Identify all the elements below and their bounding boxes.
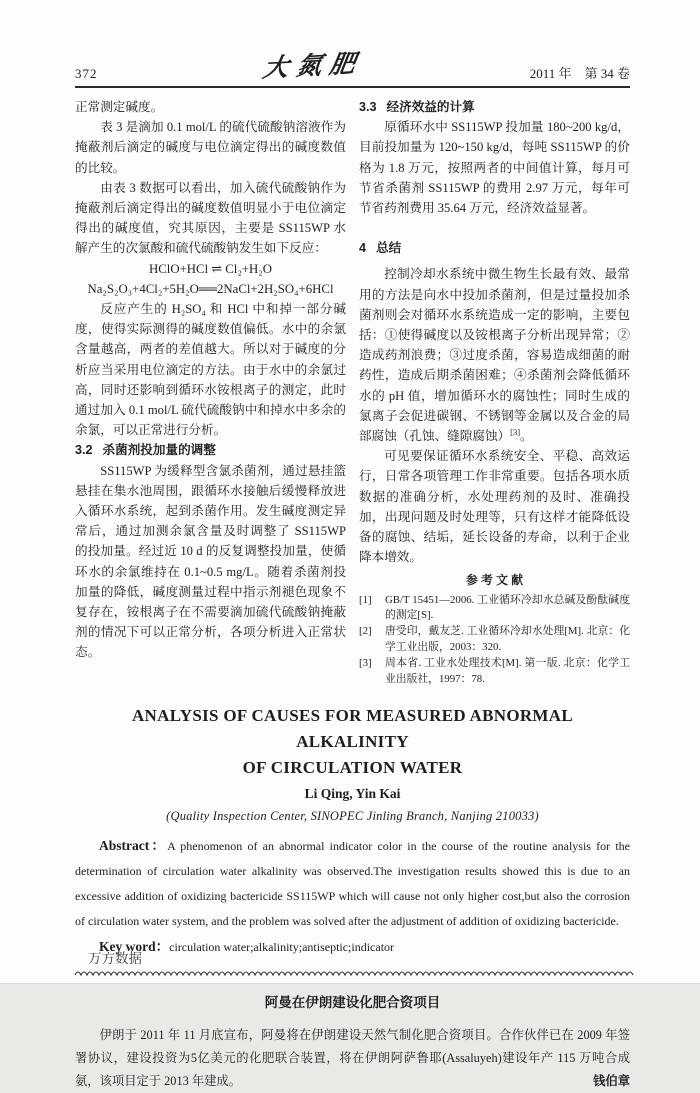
english-title-line1: ANALYSIS OF CAUSES FOR MEASURED ABNORMAL ALKALINITY bbox=[131, 706, 573, 752]
right-column bbox=[359, 97, 630, 687]
wavy-divider bbox=[75, 968, 630, 977]
references-heading: 参 考 文 献 bbox=[465, 573, 524, 588]
article-body bbox=[75, 97, 630, 687]
keyword-label: Key word： bbox=[99, 939, 170, 955]
body-paragraph: 正常测定碱度。 bbox=[75, 100, 164, 114]
reference-list bbox=[359, 593, 630, 688]
reference-item bbox=[359, 624, 630, 656]
page-header bbox=[75, 48, 630, 83]
body-paragraph: 反应产生的 H₂SO₄ 和 HCl 中和掉一部分碱度，使得实际测得的碱度数值偏低。水中的余氯含量越高，两者的差值越大。所以对于碱度的分析应当采用电位滴定的方法。由于水中的余氯过高，同时还影响到循环水铵根离子的测定，此时通过加入 0.1 mol/L 硫代硫酸钠中和掉水中多余的余氯，可以正常进行分析。 bbox=[75, 302, 346, 438]
english-affiliation: (Quality Inspection Center, SINOPEC Jinling Branch, Nanjing 210033) bbox=[166, 809, 539, 824]
news-heading: 阿曼在伊朗建设化肥合资项目 bbox=[264, 995, 441, 1011]
keyword-text: circulation water;alkalinity;antiseptic;indicator bbox=[169, 940, 395, 955]
citation-superscript: [3] bbox=[510, 426, 521, 437]
reference-label: [1] bbox=[359, 593, 372, 606]
reference-label: [2] bbox=[359, 625, 372, 638]
abstract-label: Abstract： bbox=[99, 838, 168, 854]
body-paragraph: 由表 3 数据可以看出，加入硫代硫酸钠作为掩蔽剂后滴定得出的碱度数值明显小于电位滴定得出的碱度值，究其原因，主要是 SS115WP 水解产生的次氯酸和硫代硫酸钠发生如下反应： bbox=[75, 180, 346, 256]
chemical-equation: Na₂S₂O₃+4Cl₂+5H₂O══2NaCl+2H₂SO₄+6HCl bbox=[87, 281, 334, 296]
abstract-text: A phenomenon of an abnormal indicator color in the course of the routine analysis for the determination of circulation water alkalinity was observed.The investigation results showed this is due to an excessive addition of oxidizing bactericide SS115WP which will cause not only higher cost,but also the corrosion of circulation water system, and the problem was solved after the adjustment of addition of oxidizing bactericide. bbox=[75, 839, 630, 929]
left-column bbox=[75, 97, 346, 687]
news-byline: 钱伯章 bbox=[593, 1074, 630, 1089]
abstract-paragraph bbox=[75, 833, 630, 934]
reference-text: 唐受印，戴友芝. 工业循环冷却水处理[M]. 北京：化学工业出版，2003：320. bbox=[385, 625, 630, 654]
issue-info: 2011 年 第 34 卷 bbox=[529, 66, 630, 81]
news-body: 伊朗于 2011 年 11 月底宣布，阿曼将在伊朗建设天然气制化肥合资项目。合作伙伴已在 2009 年签署协议，建设投资为5亿美元的化肥联合装置，将在伊朗阿萨鲁耶(Assaluyeh)建设年产 115 万吨合成氨，该项目定于 2013 年建成。 钱伯章 bbox=[75, 1024, 630, 1093]
reference-item bbox=[359, 593, 630, 625]
english-authors: Li Qing, Yin Kai bbox=[304, 786, 401, 802]
journal-logo: 大氮肥 bbox=[261, 48, 366, 83]
english-title bbox=[75, 703, 630, 781]
english-title-line2: OF CIRCULATION WATER bbox=[242, 758, 463, 778]
wanfang-watermark: 万方数据 bbox=[88, 951, 142, 966]
section-heading-3-2: 3.2 杀菌剂投加量的调整 bbox=[75, 443, 216, 458]
chemical-equation: HClO+HCl ⇌ Cl₂+H₂O bbox=[149, 261, 272, 276]
reference-label: [3] bbox=[359, 656, 372, 669]
reference-text: GB/T 15451—2006. 工业循环冷却水总碱及酚酞碱度的测定[S]. bbox=[385, 593, 630, 622]
body-paragraph: 控制冷却水系统中微生物生长最有效、最常用的方法是向水中投加杀菌剂，但是过量投加杀菌剂则会对循环水系统造成一定的影响，主要包括：①使得碱度以及铵根离子分析出现异常；②造成药剂浪费；③过度杀菌，容易造成细菌的耐药性，造成后期杀菌困难；④杀菌剂会降低循环水的 pH 值，增加循环水的腐蚀性；同时生成的氯离子会促进碳钢、不锈钢等金属以及合金的局部腐蚀（孔蚀、缝隙腐蚀）[3]。 bbox=[359, 267, 630, 444]
reference-text: 周本省. 工业水处理技术[M]. 第一版. 北京：化学工业出版社，1997：78. bbox=[385, 656, 630, 685]
keyword-line bbox=[75, 934, 630, 960]
reference-item bbox=[359, 656, 630, 688]
news-section bbox=[75, 991, 630, 1093]
page-number: 372 bbox=[75, 66, 98, 81]
body-paragraph: 原循环水中 SS115WP 投加量 180~200 kg/d，目前投加量为 120~150 kg/d，每吨 SS115WP 的价格为 1.8 万元，按照两者的中间值计算，每月可节省杀菌剂 SS115WP 的费用 2.97 万元，每年可节省药剂费用 35.64 万元，经济效益显著。 bbox=[359, 120, 630, 216]
section-heading-4: 4 总结 bbox=[359, 241, 402, 256]
body-paragraph: 表 3 是滴加 0.1 mol/L 的硫代硫酸钠溶液作为掩蔽剂后滴定的碱度与电位滴定得出的碱度数值的比较。 bbox=[75, 120, 346, 175]
english-abstract-section bbox=[75, 703, 630, 960]
section-heading-3-3: 3.3 经济效益的计算 bbox=[359, 100, 475, 114]
body-paragraph: SS115WP 为缓释型含氯杀菌剂，通过悬挂篮悬挂在集水池周围，跟循环水接触后缓慢释放进入循环水系统，起到杀菌作用。发生碱度测定异常后，通过加测余氯含量及时调整了 SS115WP 的投加量。经过近 10 d 的反复调整投加量，使循环水的余氯维持在 0.1~0.5 mg/L。随着杀菌剂投加量的降低，碱度测量过程中指示剂褪色现象不复存在，铵根离子在不需要滴加硫代硫酸钠掩蔽剂的情况下可以正常分析，各项分析进入正常状态。 bbox=[75, 463, 346, 660]
body-paragraph: 可见要保证循环水系统安全、平稳、高效运行，日常各项管理工作非常重要。包括各项水质数据的准确分析，水处理药剂的及时、准确投加，出现问题及时处理等，只有这样才能降低设备的腐蚀、结垢，延长设备的寿命，以利于企业降本增效。 bbox=[359, 449, 630, 565]
wavy-divider-path bbox=[75, 972, 633, 975]
header-rule bbox=[75, 86, 630, 88]
